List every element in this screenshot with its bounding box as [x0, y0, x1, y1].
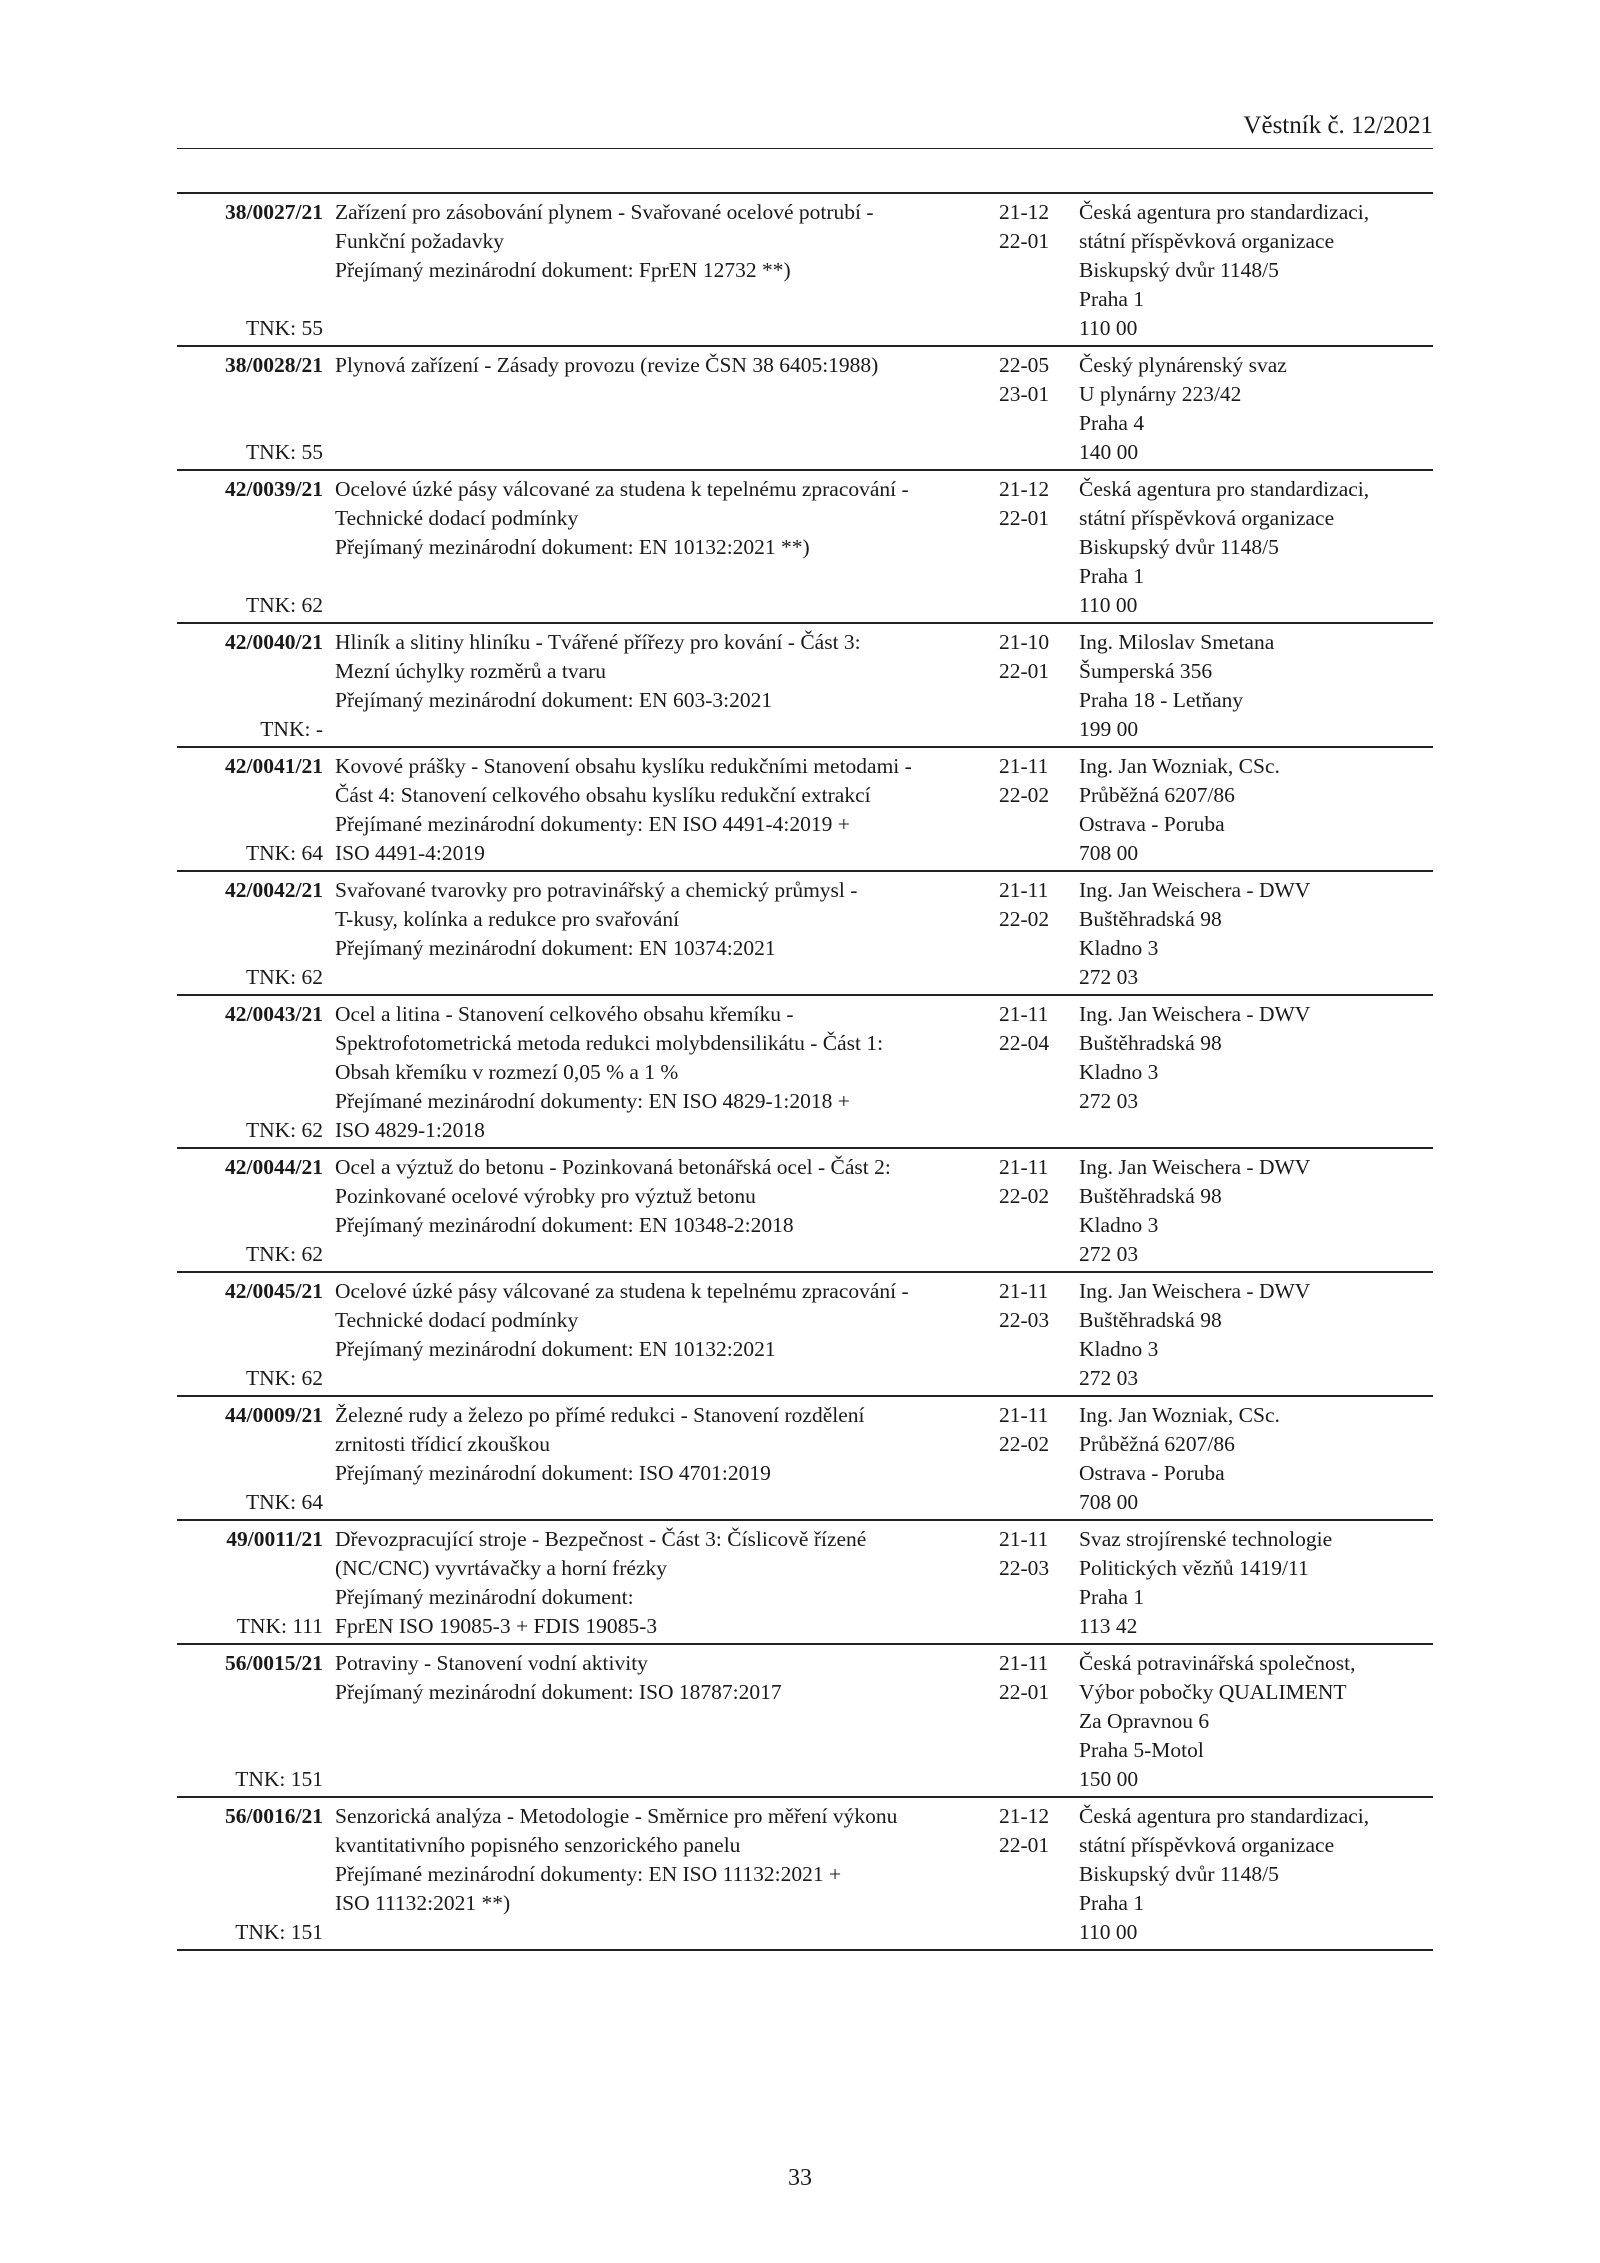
- description-line: Technické dodací podmínky: [335, 1308, 579, 1332]
- entry-tnk: TNK: 62: [245, 965, 323, 989]
- table-row: [177, 996, 1433, 1149]
- table-row: [177, 1521, 1433, 1645]
- table-row: [177, 471, 1433, 624]
- entry-dates: [977, 752, 1069, 868]
- entry-description: [327, 752, 977, 868]
- description-line: Ocelové úzké pásy válcované za studena k tepelnému zpracování -: [335, 1279, 909, 1303]
- entry-description: [327, 1153, 977, 1269]
- entry-number: 49/0011/21: [226, 1527, 323, 1551]
- entry-number: 42/0044/21: [225, 1155, 323, 1179]
- date-value: 21-11: [999, 1403, 1049, 1427]
- description-line: Svařované tvarovky pro potravinářský a chemický průmysl -: [335, 878, 858, 902]
- description-line: Potraviny - Stanovení vodní aktivity: [335, 1651, 648, 1675]
- processor-line: 272 03: [1079, 1089, 1139, 1113]
- date-value: 22-01: [999, 659, 1050, 683]
- description-line: zrnitosti třídicí zkouškou: [335, 1432, 550, 1456]
- date-value: 21-12: [999, 200, 1050, 224]
- table-row: [177, 1397, 1433, 1521]
- date-value: 21-12: [999, 477, 1050, 501]
- processor-line: státní příspěvková organizace: [1079, 229, 1335, 253]
- entry-description: [327, 876, 977, 992]
- entry-number: 38/0027/21: [225, 200, 323, 224]
- entry-number: 42/0042/21: [225, 878, 323, 902]
- date-value: 22-04: [999, 1031, 1050, 1055]
- table-row: [177, 347, 1433, 471]
- entry-processor: [1069, 1000, 1433, 1145]
- processor-line: 110 00: [1079, 1920, 1138, 1944]
- entry-dates: [977, 1525, 1069, 1641]
- description-line: Technické dodací podmínky: [335, 506, 579, 530]
- processor-line: Ing. Miloslav Smetana: [1079, 630, 1275, 654]
- processor-line: Svaz strojírenské technologie: [1079, 1527, 1333, 1551]
- entry-tnk: TNK: 55: [245, 316, 323, 340]
- processor-line: Český plynárenský svaz: [1079, 353, 1287, 377]
- description-line: ISO 4491-4:2019: [335, 841, 485, 865]
- entry-processor: [1069, 752, 1433, 868]
- entry-number: 38/0028/21: [225, 353, 323, 377]
- entry-id-cell: [177, 1277, 327, 1393]
- entry-dates: [977, 475, 1069, 620]
- entry-dates: [977, 1649, 1069, 1794]
- entry-number: 42/0043/21: [225, 1002, 323, 1026]
- date-value: 21-11: [999, 1527, 1049, 1551]
- processor-line: Biskupský dvůr 1148/5: [1079, 258, 1279, 282]
- description-line: Hliník a slitiny hliníku - Tvářené přířezy pro kování - Část 3:: [335, 630, 861, 654]
- entry-description: [327, 475, 977, 620]
- entry-tnk: TNK: -: [260, 717, 323, 741]
- processor-line: Kladno 3: [1079, 936, 1159, 960]
- entry-id-cell: [177, 628, 327, 744]
- description-line: kvantitativního popisného senzorického panelu: [335, 1833, 741, 1857]
- processor-line: Ing. Jan Weischera - DWV: [1079, 878, 1311, 902]
- processor-line: Česká agentura pro standardizaci,: [1079, 200, 1370, 224]
- processor-line: 150 00: [1079, 1767, 1139, 1791]
- entry-tnk: TNK: 62: [245, 1118, 323, 1142]
- date-value: 23-01: [999, 382, 1050, 406]
- description-line: Část 4: Stanovení celkového obsahu kyslíku redukční extrakcí: [335, 783, 871, 807]
- entry-tnk: TNK: 55: [245, 440, 323, 464]
- entry-id-cell: [177, 1649, 327, 1794]
- description-line: Přejímaný mezinárodní dokument: ISO 4701:2019: [335, 1461, 771, 1485]
- description-line: Přejímaný mezinárodní dokument: EN 10132:2021 **): [335, 535, 810, 559]
- date-value: 22-01: [999, 1680, 1050, 1704]
- table-row: [177, 748, 1433, 872]
- entry-id-cell: [177, 475, 327, 620]
- processor-line: U plynárny 223/42: [1079, 382, 1242, 406]
- processor-line: Ing. Jan Weischera - DWV: [1079, 1155, 1311, 1179]
- entry-dates: [977, 628, 1069, 744]
- entry-tnk: TNK: 151: [235, 1920, 323, 1944]
- processor-line: Buštěhradská 98: [1079, 1308, 1222, 1332]
- description-line: Dřevozpracující stroje - Bezpečnost - Část 3: Číslicově řízené: [335, 1527, 867, 1551]
- entry-number: 56/0016/21: [225, 1804, 323, 1828]
- processor-line: Praha 1: [1079, 287, 1145, 311]
- bulletin-title: Věstník č. 12/2021: [1243, 112, 1433, 139]
- entry-description: [327, 198, 977, 343]
- entry-tnk: TNK: 111: [236, 1614, 323, 1638]
- processor-line: Praha 5-Motol: [1079, 1738, 1204, 1762]
- date-value: 22-02: [999, 907, 1050, 931]
- processor-line: Buštěhradská 98: [1079, 1031, 1222, 1055]
- processor-line: 110 00: [1079, 316, 1138, 340]
- processor-line: Šumperská 356: [1079, 659, 1213, 683]
- processor-line: 199 00: [1079, 717, 1139, 741]
- description-line: Plynová zařízení - Zásady provozu (revize ČSN 38 6405:1988): [335, 353, 879, 377]
- standards-table: [177, 192, 1433, 1951]
- processor-line: Česká agentura pro standardizaci,: [1079, 477, 1370, 501]
- processor-line: 272 03: [1079, 965, 1139, 989]
- processor-line: Česká agentura pro standardizaci,: [1079, 1804, 1370, 1828]
- page-footer: [0, 2165, 1600, 2192]
- date-value: 22-01: [999, 229, 1050, 253]
- description-line: Mezní úchylky rozměrů a tvaru: [335, 659, 607, 683]
- entry-processor: [1069, 1525, 1433, 1641]
- processor-line: Ing. Jan Weischera - DWV: [1079, 1279, 1311, 1303]
- date-value: 22-03: [999, 1556, 1050, 1580]
- description-line: Ocel a litina - Stanovení celkového obsahu křemíku -: [335, 1002, 794, 1026]
- entry-processor: [1069, 1802, 1433, 1947]
- processor-line: Ostrava - Poruba: [1079, 812, 1225, 836]
- processor-line: Ostrava - Poruba: [1079, 1461, 1225, 1485]
- table-row: [177, 872, 1433, 996]
- entry-dates: [977, 1153, 1069, 1269]
- date-value: 21-11: [999, 878, 1049, 902]
- date-value: 21-11: [999, 1002, 1049, 1026]
- entry-id-cell: [177, 198, 327, 343]
- processor-line: 272 03: [1079, 1242, 1139, 1266]
- entry-number: 42/0040/21: [225, 630, 323, 654]
- table-row: [177, 1149, 1433, 1273]
- description-line: Přejímaný mezinárodní dokument:: [335, 1585, 634, 1609]
- processor-line: Ing. Jan Weischera - DWV: [1079, 1002, 1311, 1026]
- page-number: 33: [788, 2165, 812, 2191]
- table-row: [177, 1798, 1433, 1951]
- entry-tnk: TNK: 64: [245, 841, 323, 865]
- entry-description: [327, 628, 977, 744]
- date-value: 21-11: [999, 754, 1049, 778]
- entry-tnk: TNK: 62: [245, 1242, 323, 1266]
- entry-tnk: TNK: 62: [245, 593, 323, 617]
- description-line: Obsah křemíku v rozmezí 0,05 % a 1 %: [335, 1060, 679, 1084]
- page-header: [177, 112, 1433, 149]
- description-line: Senzorická analýza - Metodologie - Směrnice pro měření výkonu: [335, 1804, 898, 1828]
- processor-line: Průběžná 6207/86: [1079, 1432, 1235, 1456]
- processor-line: Biskupský dvůr 1148/5: [1079, 535, 1279, 559]
- entry-tnk: TNK: 64: [245, 1490, 323, 1514]
- description-line: Ocel a výztuž do betonu - Pozinkovaná betonářská ocel - Část 2:: [335, 1155, 891, 1179]
- description-line: Kovové prášky - Stanovení obsahu kyslíku redukčními metodami -: [335, 754, 912, 778]
- entry-id-cell: [177, 1525, 327, 1641]
- description-line: Přejímané mezinárodní dokumenty: EN ISO 4491-4:2019 +: [335, 812, 850, 836]
- date-value: 21-11: [999, 1279, 1049, 1303]
- description-line: Železné rudy a železo po přímé redukci - Stanovení rozdělení: [335, 1403, 865, 1427]
- description-line: Přejímaný mezinárodní dokument: EN 10132:2021: [335, 1337, 776, 1361]
- processor-line: 110 00: [1079, 593, 1138, 617]
- description-line: Funkční požadavky: [335, 229, 504, 253]
- date-value: 22-02: [999, 1432, 1050, 1456]
- entry-number: 42/0045/21: [225, 1279, 323, 1303]
- date-value: 22-01: [999, 1833, 1050, 1857]
- processor-line: Praha 1: [1079, 1891, 1145, 1915]
- description-line: FprEN ISO 19085-3 + FDIS 19085-3: [335, 1614, 658, 1638]
- processor-line: Česká potravinářská společnost,: [1079, 1651, 1356, 1675]
- processor-line: Kladno 3: [1079, 1060, 1159, 1084]
- date-value: 21-11: [999, 1651, 1049, 1675]
- description-line: Přejímaný mezinárodní dokument: EN 10348-2:2018: [335, 1213, 794, 1237]
- entry-processor: [1069, 628, 1433, 744]
- processor-line: Buštěhradská 98: [1079, 1184, 1222, 1208]
- table-row: [177, 1645, 1433, 1798]
- date-value: 22-02: [999, 783, 1050, 807]
- processor-line: 140 00: [1079, 440, 1139, 464]
- date-value: 21-10: [999, 630, 1050, 654]
- description-line: (NC/CNC) vyvrtávačky a horní frézky: [335, 1556, 667, 1580]
- date-value: 22-01: [999, 506, 1050, 530]
- processor-line: Praha 4: [1079, 411, 1145, 435]
- entry-dates: [977, 876, 1069, 992]
- entry-dates: [977, 198, 1069, 343]
- processor-line: 708 00: [1079, 841, 1139, 865]
- entry-id-cell: [177, 1802, 327, 1947]
- processor-line: Ing. Jan Wozniak, CSc.: [1079, 754, 1280, 778]
- entry-description: [327, 351, 977, 467]
- table-row: [177, 1273, 1433, 1397]
- description-line: Přejímaný mezinárodní dokument: EN 603-3:2021: [335, 688, 773, 712]
- entry-processor: [1069, 1401, 1433, 1517]
- entry-dates: [977, 351, 1069, 467]
- entry-description: [327, 1649, 977, 1794]
- processor-line: Biskupský dvůr 1148/5: [1079, 1862, 1279, 1886]
- description-line: Přejímané mezinárodní dokumenty: EN ISO 4829-1:2018 +: [335, 1089, 850, 1113]
- date-value: 22-02: [999, 1184, 1050, 1208]
- processor-line: 272 03: [1079, 1366, 1139, 1390]
- entry-description: [327, 1277, 977, 1393]
- processor-line: Průběžná 6207/86: [1079, 783, 1235, 807]
- entry-processor: [1069, 1649, 1433, 1794]
- entry-id-cell: [177, 876, 327, 992]
- entry-description: [327, 1401, 977, 1517]
- entry-id-cell: [177, 752, 327, 868]
- processor-line: státní příspěvková organizace: [1079, 1833, 1335, 1857]
- entry-tnk: TNK: 62: [245, 1366, 323, 1390]
- date-value: 22-05: [999, 353, 1050, 377]
- processor-line: Politických vězňů 1419/11: [1079, 1556, 1309, 1580]
- entry-number: 56/0015/21: [225, 1651, 323, 1675]
- processor-line: Výbor pobočky QUALIMENT: [1079, 1680, 1347, 1704]
- entry-tnk: TNK: 151: [235, 1767, 323, 1791]
- processor-line: Praha 1: [1079, 564, 1145, 588]
- entry-id-cell: [177, 1000, 327, 1145]
- processor-line: 708 00: [1079, 1490, 1139, 1514]
- description-line: Ocelové úzké pásy válcované za studena k tepelnému zpracování -: [335, 477, 909, 501]
- entry-processor: [1069, 1153, 1433, 1269]
- processor-line: Buštěhradská 98: [1079, 907, 1222, 931]
- description-line: Přejímané mezinárodní dokumenty: EN ISO 11132:2021 +: [335, 1862, 842, 1886]
- entry-id-cell: [177, 1401, 327, 1517]
- entry-number: 44/0009/21: [225, 1403, 323, 1427]
- description-line: Pozinkované ocelové výrobky pro výztuž betonu: [335, 1184, 756, 1208]
- date-value: 21-12: [999, 1804, 1050, 1828]
- description-line: ISO 11132:2021 **): [335, 1891, 511, 1915]
- description-line: Přejímaný mezinárodní dokument: EN 10374:2021: [335, 936, 776, 960]
- entry-id-cell: [177, 351, 327, 467]
- processor-line: Za Opravnou 6: [1079, 1709, 1210, 1733]
- description-line: T-kusy, kolínka a redukce pro svařování: [335, 907, 680, 931]
- processor-line: státní příspěvková organizace: [1079, 506, 1335, 530]
- entry-processor: [1069, 1277, 1433, 1393]
- entry-processor: [1069, 198, 1433, 343]
- table-row: [177, 194, 1433, 347]
- description-line: Přejímaný mezinárodní dokument: FprEN 12732 **): [335, 258, 791, 282]
- processor-line: Praha 18 - Letňany: [1079, 688, 1244, 712]
- entry-number: 42/0039/21: [225, 477, 323, 501]
- entry-dates: [977, 1401, 1069, 1517]
- processor-line: Praha 1: [1079, 1585, 1145, 1609]
- entry-dates: [977, 1277, 1069, 1393]
- description-line: Přejímaný mezinárodní dokument: ISO 18787:2017: [335, 1680, 782, 1704]
- description-line: Zařízení pro zásobování plynem - Svařované ocelové potrubí -: [335, 200, 874, 224]
- description-line: ISO 4829-1:2018: [335, 1118, 485, 1142]
- entry-processor: [1069, 351, 1433, 467]
- table-row: [177, 624, 1433, 748]
- entry-dates: [977, 1000, 1069, 1145]
- entry-id-cell: [177, 1153, 327, 1269]
- entry-description: [327, 1000, 977, 1145]
- processor-line: Kladno 3: [1079, 1213, 1159, 1237]
- description-line: Spektrofotometrická metoda redukci molybdensilikátu - Část 1:: [335, 1031, 884, 1055]
- entry-processor: [1069, 475, 1433, 620]
- entry-description: [327, 1802, 977, 1947]
- entry-number: 42/0041/21: [225, 754, 323, 778]
- entry-description: [327, 1525, 977, 1641]
- date-value: 22-03: [999, 1308, 1050, 1332]
- processor-line: Kladno 3: [1079, 1337, 1159, 1361]
- date-value: 21-11: [999, 1155, 1049, 1179]
- processor-line: Ing. Jan Wozniak, CSc.: [1079, 1403, 1280, 1427]
- processor-line: 113 42: [1079, 1614, 1138, 1638]
- entry-dates: [977, 1802, 1069, 1947]
- entry-processor: [1069, 876, 1433, 992]
